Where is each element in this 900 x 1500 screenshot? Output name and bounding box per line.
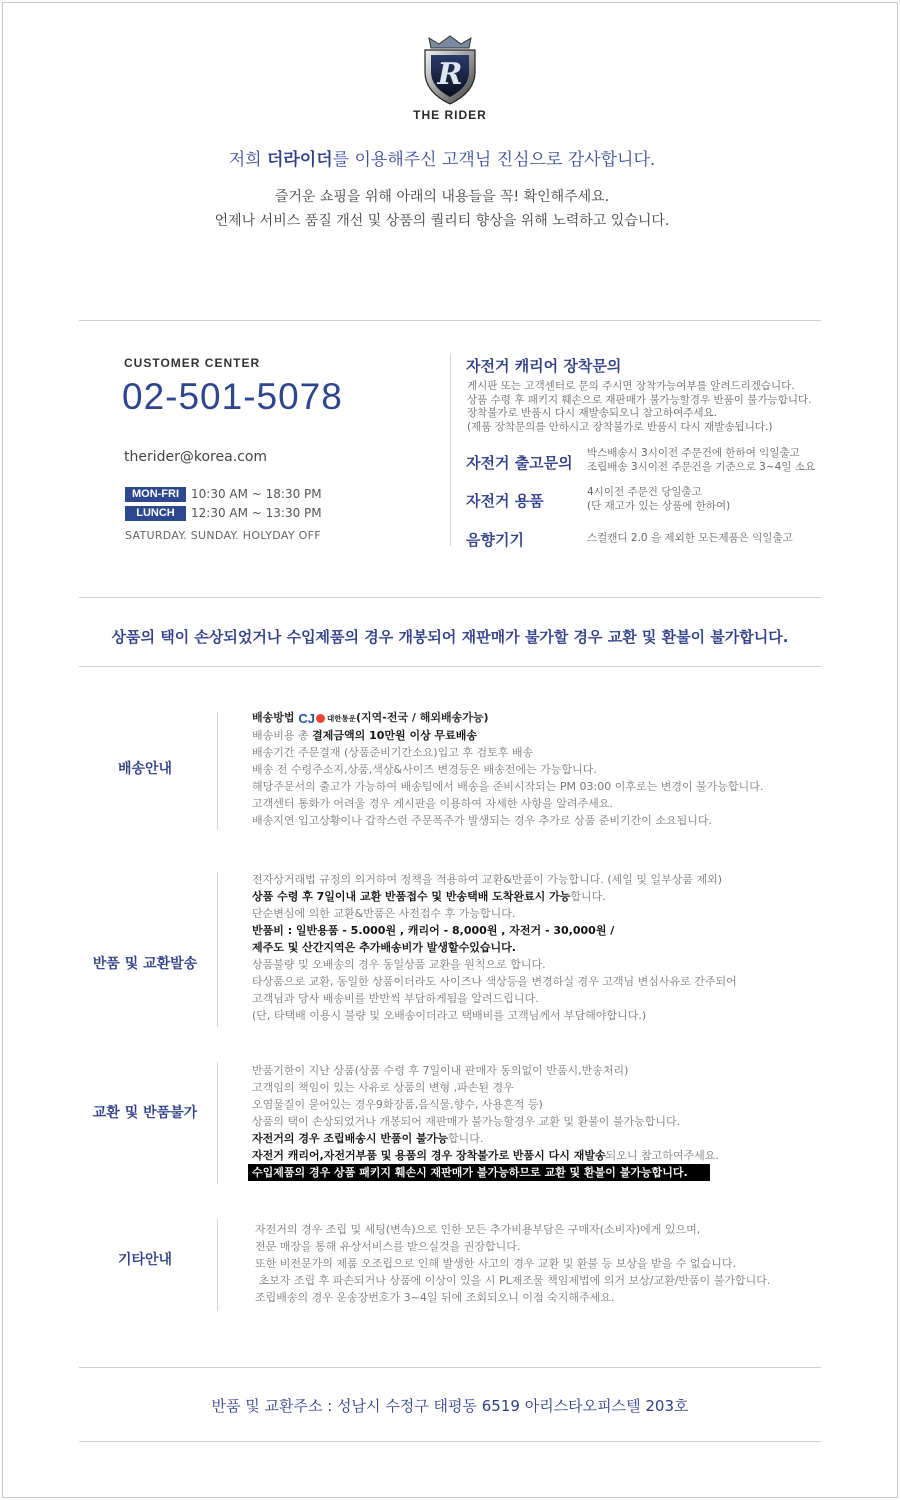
no-exchange-bold-2 [252, 1147, 719, 1164]
shipping-method-label: 배송방법 [252, 711, 295, 724]
no-exchange-bold-text: 자전거의 경우 조립배송시 반품이 불가능 [252, 1132, 448, 1145]
returns-bold-rest: 합니다. [570, 890, 606, 903]
divider [79, 666, 821, 667]
returns-section-title: 반품 및 교환발송 [92, 956, 198, 972]
thanks-brand: 더라이더 [266, 150, 333, 170]
shipping-fee-bold: 결제금액의 10만원 이상 무료배송 [312, 728, 478, 742]
bike-goods-title: 자전거 용품 [466, 492, 544, 510]
cj-logo-name: 대한통운 [326, 713, 356, 723]
shipping-fee-pre: 배송비용 총 [252, 728, 313, 742]
shipping-section-title: 배송안내 [117, 761, 173, 777]
no-exchange-bold-text: 자전거 캐리어,자전거부품 및 용품의 경우 장착불가로 반품시 다시 재발송 [252, 1149, 606, 1162]
shipping-line: 배송 전 수령주소지,상품,색상&사이즈 변경등은 배송전에는 가능합니다. [252, 762, 597, 776]
divider [79, 597, 821, 598]
shipping-method-suffix: (지역-전국 / 해외배송가능) [355, 711, 489, 724]
hours-time-weekday: 10:30 AM ~ 18:30 PM [191, 487, 322, 501]
divider [79, 1367, 821, 1368]
return-fee-line: 반품비 : 일반용품 - 5.000원 , 캐리어 - 8,000원 , 자전거 - 30,000원 / [252, 924, 615, 937]
divider [79, 320, 821, 321]
other-section-title: 기타안내 [117, 1252, 173, 1268]
shipping-method [252, 709, 763, 727]
thanks-message [0, 145, 884, 170]
no-exchange-bold-1 [252, 1130, 719, 1147]
returns-line: 전자상거래법 규정의 의거하여 정책을 적용하여 교환&반품이 가능합니다. (세일 및 일부상품 제외) [252, 873, 723, 886]
carrier-line: 상품 수령 후 패키지 훼손으로 재판매가 불가능할경우 반품이 불가능합니다. [467, 393, 812, 406]
cj-logistics-icon [298, 710, 356, 727]
no-exchange-section-body [252, 1062, 719, 1181]
intro-line-2: 언제나 서비스 품질 개선 및 상품의 퀄리티 향상을 위해 노력하고 있습니다. [214, 213, 670, 229]
hours-lunch [125, 505, 322, 521]
thanks-pre: 저희 [228, 150, 267, 170]
section-divider [217, 1219, 218, 1311]
hours-tag-weekday: MON-FRI [125, 487, 186, 502]
hours-tag-lunch: LUNCH [125, 506, 186, 521]
svg-text:R: R [437, 57, 463, 92]
returns-line: 고객님과 당사 배송비를 반반씩 부담하게됨을 알려드립니다. [252, 992, 539, 1005]
no-exchange-bold-rest: 합니다. [447, 1132, 484, 1145]
audio-line: 스컬캔디 2.0 을 제외한 모든제품은 익일출고 [587, 532, 793, 544]
shipping-fee [252, 727, 763, 744]
column-divider [450, 353, 451, 546]
returns-section-body [252, 871, 737, 1024]
section-divider [217, 712, 218, 830]
audio-title: 음향기기 [466, 531, 524, 549]
cj-logo-text: CJ [298, 710, 315, 726]
audio-text [587, 532, 793, 546]
holiday-off: SATURDAY. SUNDAY. HOLYDAY OFF [125, 529, 321, 542]
bike-line: 박스배송시 3시이전 주문건에 한하여 익일출고 [587, 447, 800, 459]
shield-logo-icon [419, 34, 481, 106]
returns-line: 단순변심에 의한 교환&반품은 사전접수 후 가능합니다. [252, 907, 516, 920]
carrier-line: (제품 장착문의를 안하시고 장착불가로 반품시 다시 재발송됩니다.) [467, 420, 773, 433]
divider [79, 1441, 821, 1442]
hours-weekday [125, 486, 322, 502]
goods-line: (단 재고가 있는 상품에 한하여) [587, 499, 731, 512]
customer-center-email[interactable]: therider@korea.com [124, 449, 268, 465]
customer-center-phone[interactable]: 02-501-5078 [122, 376, 343, 417]
returns-line: 타상품으로 교환, 동일한 상품이더라도 사이즈나 색상등을 변경하실 경우 고객님 변심사유로 간주되어 [252, 975, 737, 988]
no-exchange-line: 반품기한이 지난 상품(상품 수령 후 7일이내 판매자 동의없이 반품시,반송처리) [252, 1064, 629, 1077]
returns-line: (단, 타택배 이용시 불량 및 오배송이더라고 택배비를 고객님께서 부담해야합니다.) [252, 1009, 647, 1022]
goods-line: 4시이전 주문건 당일출고 [587, 486, 702, 498]
other-line: 초보자 조립 후 파손되거나 상품에 이상이 있을 시 PL제조물 책임제법에 의거 보상/교환/반품이 불가합니다. [255, 1274, 771, 1287]
bike-line: 조립배송 3시이전 주문건을 기준으로 3~4일 소요 [587, 460, 816, 473]
thanks-post: 를 이용해주신 고객님 진심으로 감사합니다. [332, 150, 656, 170]
section-divider [217, 1062, 218, 1184]
brand-name: THE RIDER [413, 108, 487, 122]
other-line: 전문 매장을 통해 유상서비스를 받으실것을 권장합니다. [255, 1240, 521, 1253]
returns-line-bold [252, 888, 737, 905]
brand-logo[interactable] [400, 34, 500, 126]
shipping-line: 고객센터 통화가 어려울 경우 게시판을 이용하여 자세한 사항을 알려주세요. [252, 796, 613, 810]
shipping-line: 해당주문서의 출고가 가능하여 배송팀에서 배송을 준비시작되는 PM 03:00 이후로는 변경이 불가능합니다. [252, 779, 764, 793]
carrier-inquiry-text [467, 380, 811, 434]
bike-goods-text [587, 486, 730, 513]
other-section-body [255, 1221, 770, 1306]
no-exchange-line: 상품의 택이 손상되었거나 개봉되어 재판매가 불가능할경우 교환 및 환불이 불가능합니다. [252, 1115, 681, 1128]
no-exchange-bold-rest: 되오니 참고하여주세요. [605, 1149, 719, 1162]
import-notice-highlight: 수입제품의 경우 상품 패키지 훼손시 재판매가 불가능하므로 교환 및 환불이 불가능합니다. [248, 1164, 710, 1181]
return-address: 반품 및 교환주소 : 성남시 수정구 태평동 6519 아리스타오피스텔 203호 [211, 1397, 689, 1415]
shipping-line: 배송기간 주문결재 (상품준비기간소요)입고 후 검토후 배송 [252, 745, 534, 759]
bike-shipping-title: 자전거 출고문의 [466, 454, 573, 472]
extra-fee-line: 제주도 및 산간지역은 추가배송비가 발생할수있습니다. [252, 941, 516, 954]
returns-line: 상품불량 및 오배송의 경우 동일상품 교환을 원칙으로 합니다. [252, 958, 546, 971]
customer-center-label: CUSTOMER CENTER [124, 356, 261, 370]
hours-time-lunch: 12:30 AM ~ 13:30 PM [191, 506, 322, 520]
carrier-inquiry-title: 자전거 캐리어 장착문의 [466, 357, 622, 375]
no-exchange-line: 고객임의 책임이 있는 사유로 상품의 변형 ,파손된 경우 [252, 1081, 514, 1094]
other-line: 또한 비전문가의 제품 오조립으로 인해 발생한 사고의 경우 교환 및 환불 등 보상을 받을 수 없습니다. [255, 1257, 736, 1270]
carrier-line: 장착불가로 반품시 다시 재발송되오니 참고하여주세요. [467, 407, 717, 419]
returns-bold-text: 상품 수령 후 7일이내 교환 반품접수 및 반송택배 도착완료시 가능 [252, 890, 571, 903]
other-line: 조립배송의 경우 운송장번호가 3~4일 뒤에 조회되오니 이점 숙지해주세요. [255, 1291, 615, 1304]
section-divider [217, 872, 218, 1027]
other-line: 자전거의 경우 조립 및 세팅(변속)으로 인한 모든 추가비용부담은 구매자(소비자)에게 있으며, [255, 1223, 701, 1236]
no-exchange-section-title: 교환 및 반품불가 [92, 1105, 198, 1121]
shipping-section-body [252, 709, 763, 829]
no-exchange-line: 오염물질이 묻어있는 경우9화장품,음식물,향수, 사용흔적 등) [252, 1098, 543, 1111]
shipping-line: 배송지연 입고상황이나 갑작스런 주문폭주가 발생되는 경우 추가로 상품 준비기간이 소요됩니다. [252, 813, 713, 827]
bike-shipping-text [587, 447, 815, 474]
intro-line-1: 즐거운 쇼핑을 위해 아래의 내용들을 꼭! 확인해주세요. [274, 189, 610, 205]
carrier-line: 게시판 또는 고객센터로 문의 주시면 장착가능여부를 알려드리겠습니다. [467, 380, 795, 392]
tag-damage-notice: 상품의 택이 손상되었거나 수입제품의 경우 개봉되어 재판매가 불가할 경우 교환 및 환불이 불가합니다. [111, 628, 789, 646]
